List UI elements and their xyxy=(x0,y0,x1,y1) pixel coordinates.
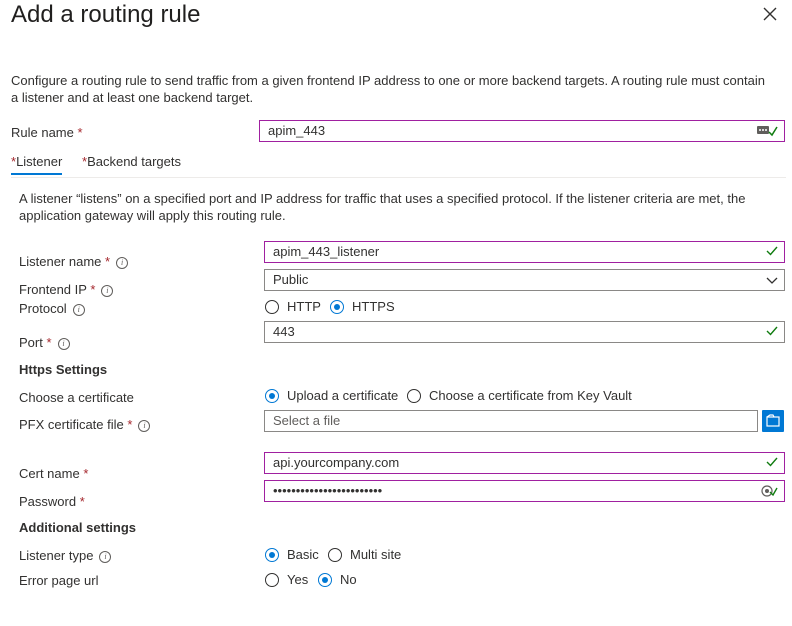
check-icon xyxy=(766,456,778,468)
protocol-label: Protocol i xyxy=(19,301,85,316)
listener-type-basic-radio[interactable]: Basic xyxy=(265,546,319,562)
page-title: Add a routing rule xyxy=(11,1,201,28)
frontend-ip-select[interactable]: Public xyxy=(264,269,785,291)
upload-certificate-radio[interactable]: Upload a certificate xyxy=(265,387,398,403)
port-label: Port * i xyxy=(19,335,70,350)
tab-backend-targets[interactable]: *Backend targets xyxy=(82,154,182,169)
browse-file-button[interactable] xyxy=(762,410,784,432)
password-input[interactable]: •••••••••••••••••••••••• xyxy=(264,480,785,502)
error-page-yes-radio[interactable]: Yes xyxy=(265,571,308,587)
frontend-ip-label: Frontend IP * i xyxy=(19,282,113,297)
cert-name-label: Cert name * xyxy=(19,466,89,481)
reveal-password-icon[interactable] xyxy=(760,484,778,498)
error-page-no-radio[interactable]: No xyxy=(318,571,357,587)
close-icon[interactable] xyxy=(760,4,780,24)
listener-description: A listener “listens” on a specified port and IP address for traffic that uses a specified protocol. If the listener criteria are met, the application gateway will apply this routing rule. xyxy=(19,191,746,223)
port-input[interactable]: 443 xyxy=(264,321,785,343)
tab-listener[interactable]: *Listener xyxy=(11,154,62,175)
check-icon xyxy=(766,245,778,257)
listener-type-label: Listener type i xyxy=(19,548,111,563)
check-icon xyxy=(766,325,778,337)
listener-name-input[interactable]: apim_443_listener xyxy=(264,241,785,263)
choose-certificate-label: Choose a certificate xyxy=(19,390,134,405)
password-label: Password * xyxy=(19,494,85,509)
intro-text: Configure a routing rule to send traffic from a given frontend IP address to one or more backend targets. A routing rule must contain a listener and at least one backend target. xyxy=(11,73,765,105)
cert-name-input[interactable]: api.yourcompany.com xyxy=(264,452,785,474)
pfx-file-label: PFX certificate file * i xyxy=(19,417,150,432)
additional-settings-heading: Additional settings xyxy=(19,520,136,535)
rule-name-input[interactable]: apim_443 xyxy=(259,120,785,142)
protocol-http-radio[interactable]: HTTP xyxy=(265,298,321,314)
chevron-down-icon xyxy=(766,274,778,286)
https-settings-heading: Https Settings xyxy=(19,362,108,377)
rule-name-label: Rule name * xyxy=(11,125,83,140)
protocol-https-radio[interactable]: HTTPS xyxy=(330,298,395,314)
info-icon[interactable]: i xyxy=(116,257,128,269)
info-icon[interactable]: i xyxy=(101,285,113,297)
listener-name-label: Listener name * i xyxy=(19,254,128,269)
error-page-url-label: Error page url xyxy=(19,573,99,588)
folder-icon xyxy=(762,410,784,432)
info-icon[interactable]: i xyxy=(99,551,111,563)
password-manager-icon[interactable] xyxy=(756,123,778,139)
key-vault-certificate-radio[interactable]: Choose a certificate from Key Vault xyxy=(407,387,632,403)
info-icon[interactable]: i xyxy=(138,420,150,432)
pfx-file-input[interactable]: Select a file xyxy=(264,410,758,432)
listener-type-multisite-radio[interactable]: Multi site xyxy=(328,546,401,562)
tab-divider xyxy=(11,177,786,178)
info-icon[interactable]: i xyxy=(73,304,85,316)
info-icon[interactable]: i xyxy=(58,338,70,350)
